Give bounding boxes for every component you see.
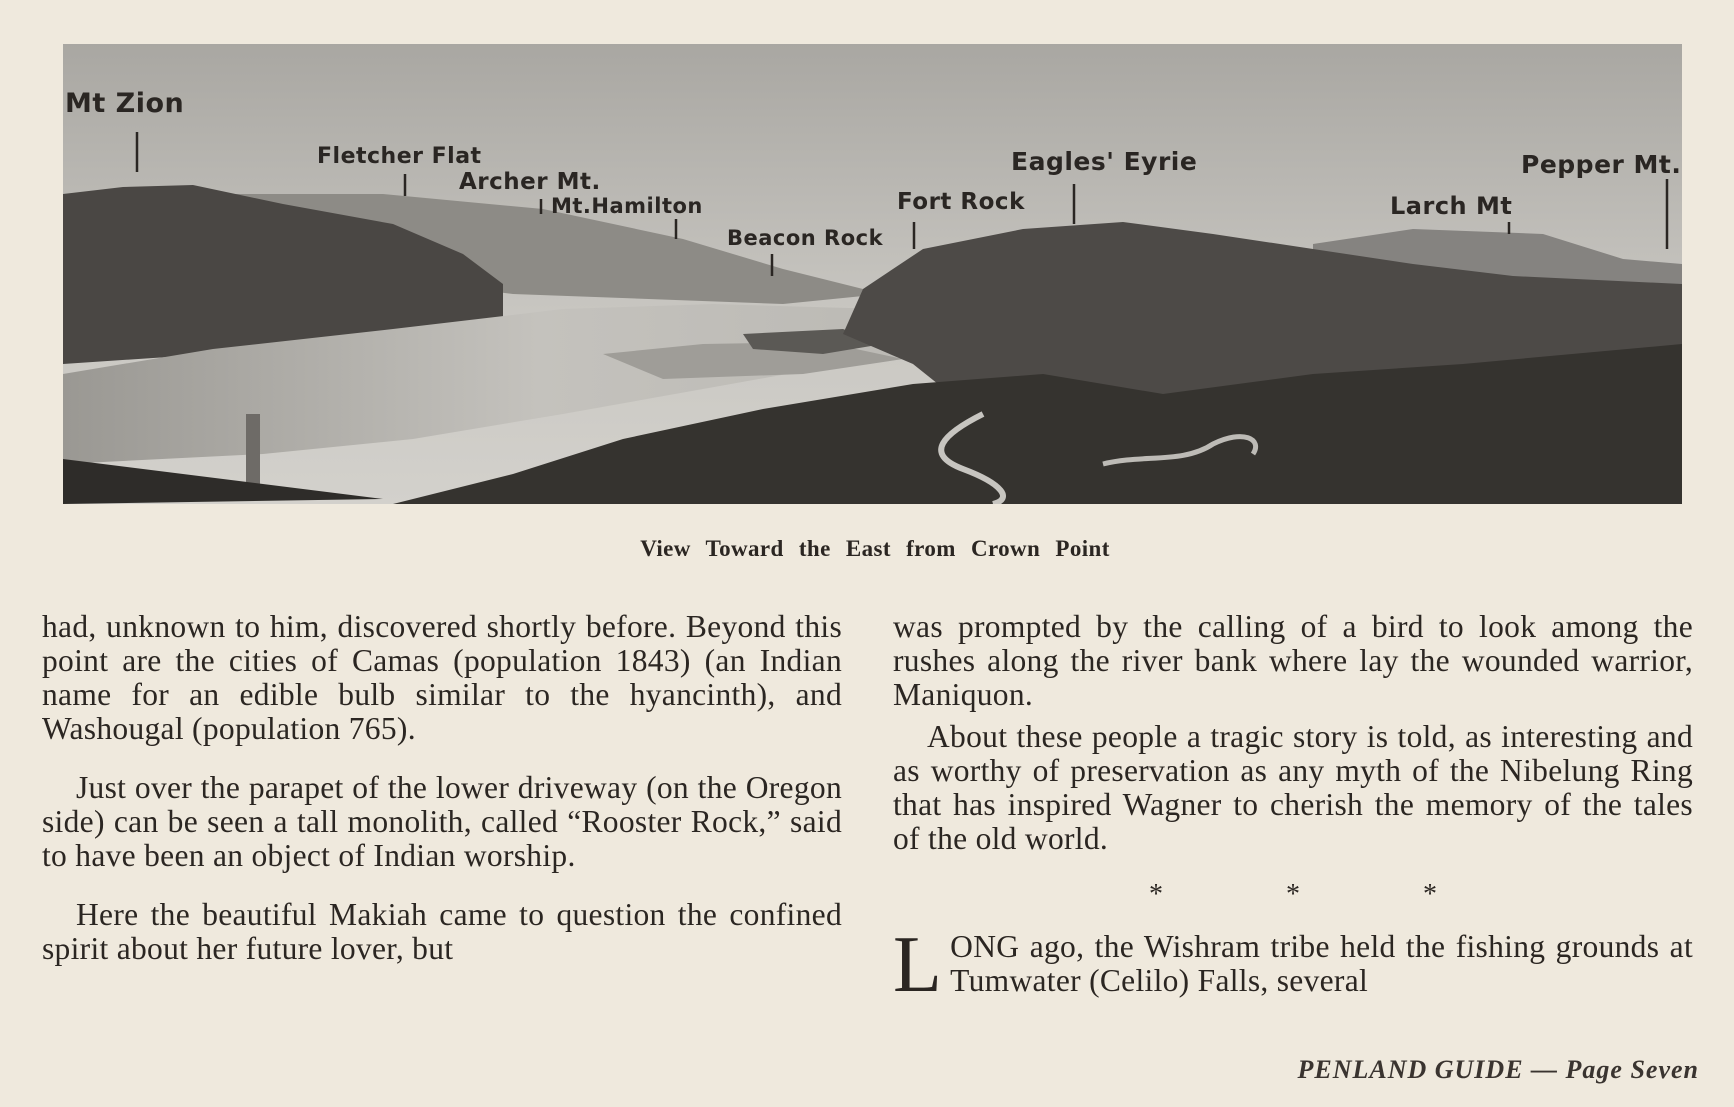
label-eagles-eyrie: Eagles' Eyrie [1011,147,1198,176]
label-fort-rock: Fort Rock [897,189,1025,215]
right-column [893,609,1693,1009]
label-beacon-rock: Beacon Rock [727,226,884,250]
label-pepper-mt: Pepper Mt. [1521,150,1682,179]
paragraph [893,921,1693,1009]
paragraph: About these people a tragic story is told, as interesting and as worthy of preservation as any myth of the Nibelung Ring that has inspired Wagner to cherish the memory of the tales of the old world. [893,719,1693,856]
drop-cap: L [893,921,943,1009]
photo-caption: View Toward the East from Crown Point [640,536,1110,561]
paragraph: was prompted by the calling of a bird to look among the rushes along the river bank where lay the wounded warrior, Maniquon. [893,609,1693,712]
panorama-landscape [63,44,1682,504]
panorama-photo [63,44,1682,504]
label-larch-mt: Larch Mt [1390,192,1513,220]
paragraph: had, unknown to him, discovered shortly before. Beyond this point are the cities of Camas (population 1843) (an Indian name for an edible bulb similar to the hyancinth), and Washougal (population 765). [42,609,842,746]
page-footer: PENLAND GUIDE — Page Seven [1297,1055,1699,1084]
label-mt-zion: Mt Zion [65,88,185,119]
label-archer-mt: Archer Mt. [459,169,601,195]
paragraph: Just over the parapet of the lower driveway (on the Oregon side) can be seen a tall monolith, called “Rooster Rock,” said to have been an object of Indian worship. [42,770,842,873]
paragraph-text: ONG ago, the Wishram tribe held the fishing grounds at Tumwater (Celilo) Falls, several [950,929,1693,998]
label-fletcher-flat: Fletcher Flat [317,144,482,169]
left-column [42,610,842,966]
section-separator: * * * [1149,879,1495,910]
label-mt-hamilton: Mt.Hamilton [551,194,703,218]
paragraph: Here the beautiful Makiah came to question the confined spirit about her future lover, but [42,897,842,966]
